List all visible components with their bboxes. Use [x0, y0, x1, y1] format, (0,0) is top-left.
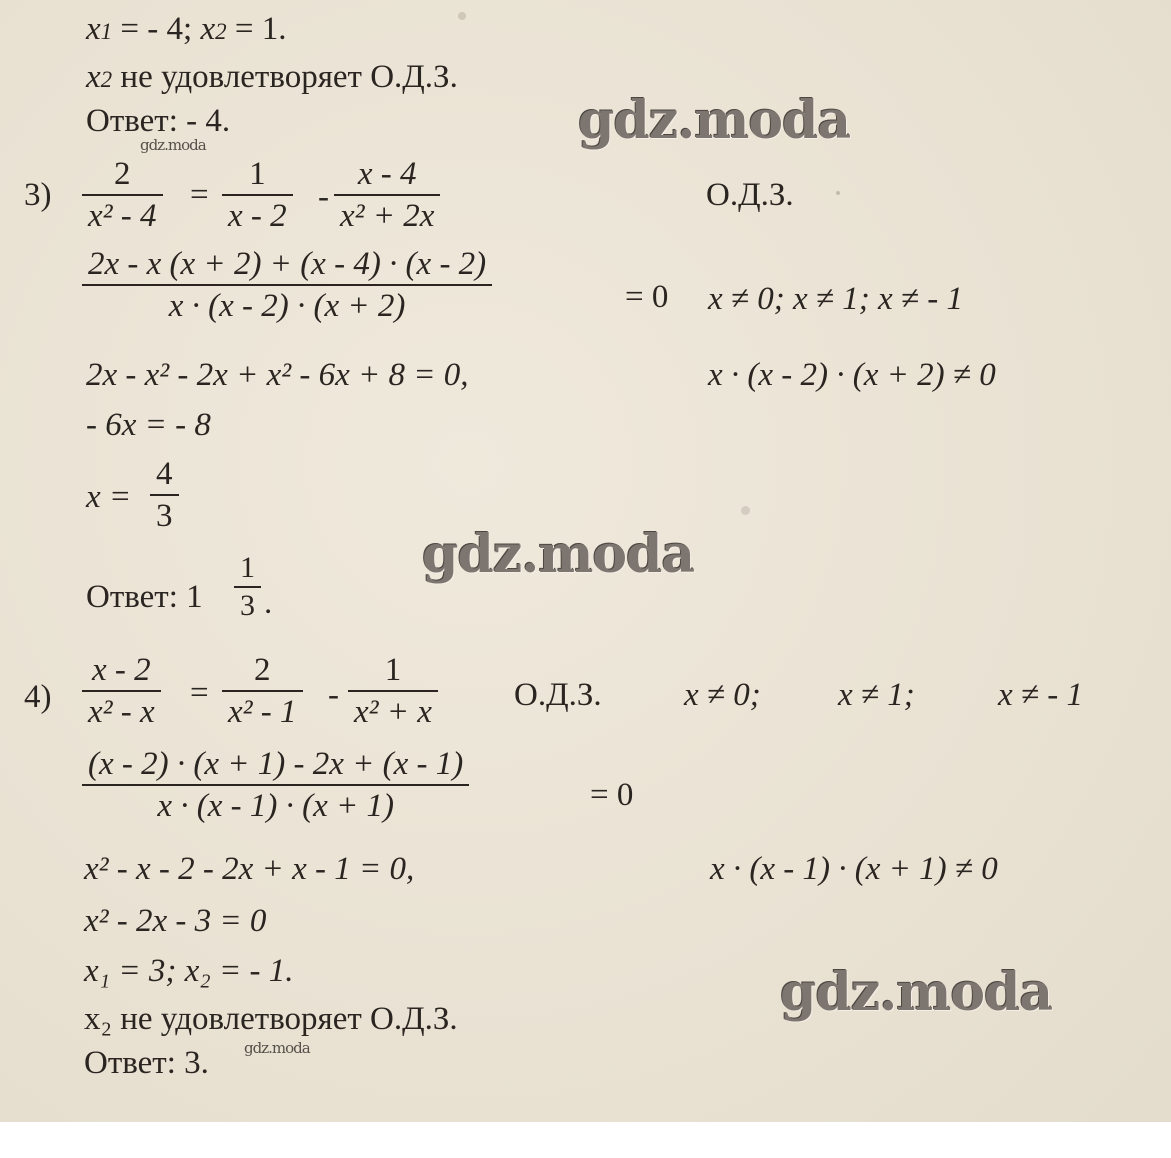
numerator: 1 [249, 156, 266, 192]
linear-equation-3: - 6x = - 8 [86, 407, 211, 443]
x-var: x [86, 11, 101, 47]
answer-label-3: Ответ: 1 [86, 579, 203, 615]
numerator: 1 [384, 652, 402, 688]
not-satisfy-line-4: x₂ не удовлетворяет О.Д.З. [84, 1001, 458, 1037]
combined-fraction-4 [82, 746, 469, 824]
subscript: 1 [100, 19, 113, 44]
x-var: x [86, 59, 101, 95]
denominator: x² - 1 [228, 694, 297, 730]
fraction-x-2-over-x2-x [82, 652, 161, 730]
expansion-line-3: 2x - x² - 2x + x² - 6x + 8 = 0, [86, 357, 469, 393]
problem-number-4: 4) [24, 679, 52, 715]
roots-line-top [86, 10, 286, 51]
fraction-bar [150, 494, 179, 496]
combined-fraction-3 [82, 246, 492, 324]
fraction-2-over-x2-1 [222, 652, 303, 730]
answer-fraction-1-3 [234, 552, 261, 622]
problem-number-3: 3) [24, 177, 52, 213]
fraction-1-over-x2-x [348, 652, 438, 730]
bottom-margin [0, 1122, 1171, 1158]
denominator: 3 [156, 498, 173, 534]
roots-line-4: x₁ = 3; x₂ = - 1. [84, 953, 294, 989]
odz-product-3: x · (x - 2) · (x + 2) ≠ 0 [708, 357, 996, 393]
equals-zero: = 0 [625, 279, 669, 315]
equals-zero: = 0 [590, 777, 634, 813]
numerator: 1 [240, 551, 255, 584]
quadratic-equation-4: x² - 2x - 3 = 0 [84, 903, 267, 939]
answer-period: . [264, 585, 273, 621]
numerator: x - 4 [357, 156, 417, 192]
answer-top: Ответ: - 4. [86, 103, 231, 139]
numerator: x - 2 [92, 652, 151, 688]
paper-speck [836, 191, 840, 195]
denominator: 3 [240, 589, 255, 622]
fraction-bar [82, 784, 469, 786]
watermark: gdz.moda [422, 524, 695, 585]
denominator: x - 2 [228, 198, 287, 234]
x-equals-label: x = [86, 479, 132, 515]
fraction-bar [334, 194, 440, 196]
minus-sign: - [328, 677, 339, 713]
fraction-bar [82, 690, 161, 692]
fraction-2-over-x2-4 [82, 156, 163, 234]
denominator: x² - 4 [88, 198, 157, 234]
paper-speck [741, 506, 750, 515]
subscript: 2 [215, 19, 227, 44]
denominator: x² + x [354, 694, 432, 730]
minus-sign: - [318, 179, 329, 215]
odz-condition-x-ne-minus-1: x ≠ - 1 [998, 677, 1083, 713]
watermark-small: gdz.moda [140, 136, 206, 154]
odz-condition-x-ne-1: x ≠ 1; [838, 677, 915, 713]
fraction-bar [82, 194, 163, 196]
odz-label-3: О.Д.З. [706, 177, 794, 213]
fraction-bar [234, 586, 261, 588]
denominator: x · (x - 2) · (x + 2) [168, 288, 406, 324]
denominator: x² + 2x [340, 198, 435, 234]
fraction-bar [348, 690, 438, 692]
denominator: x² - x [88, 694, 155, 730]
equals-sign: = [190, 675, 209, 711]
numerator: 2 [114, 156, 131, 192]
odz-conditions-3: x ≠ 0; x ≠ 1; x ≠ - 1 [708, 281, 963, 317]
fraction-bar [82, 284, 492, 286]
fraction-x-4-over-x2-2x [334, 156, 440, 234]
odz-condition-x-ne-0: x ≠ 0; [684, 677, 761, 713]
x-var: x [200, 11, 216, 47]
not-satisfy-text: не удовлетворяет О.Д.З. [120, 59, 458, 95]
odz-label-4: О.Д.З. [514, 677, 602, 713]
answer-4: Ответ: 3. [84, 1045, 209, 1081]
roots-text: = 1. [226, 11, 287, 47]
not-satisfy-line-top [86, 58, 458, 99]
fraction-bar [222, 690, 303, 692]
fraction-1-over-x-2 [222, 156, 293, 234]
roots-text: = - 4; [112, 11, 201, 47]
denominator: x · (x - 1) · (x + 1) [157, 788, 394, 824]
watermark: gdz.moda [780, 962, 1053, 1023]
root-fraction-4-3 [150, 456, 179, 534]
odz-product-4: x · (x - 1) · (x + 1) ≠ 0 [710, 851, 998, 887]
watermark: gdz.moda [578, 90, 851, 151]
numerator: 2 [254, 652, 271, 688]
expansion-line-4: x² - x - 2 - 2x + x - 1 = 0, [84, 851, 415, 887]
numerator: (x - 2) · (x + 1) - 2x + (x - 1) [88, 746, 464, 782]
equals-sign: = [190, 177, 209, 213]
subscript: 2 [100, 67, 113, 92]
watermark-small: gdz.moda [244, 1039, 310, 1057]
numerator: 2x - x (x + 2) + (x - 4) · (x - 2) [88, 246, 487, 282]
paper-speck [458, 12, 466, 20]
fraction-bar [222, 194, 293, 196]
numerator: 4 [156, 456, 173, 492]
